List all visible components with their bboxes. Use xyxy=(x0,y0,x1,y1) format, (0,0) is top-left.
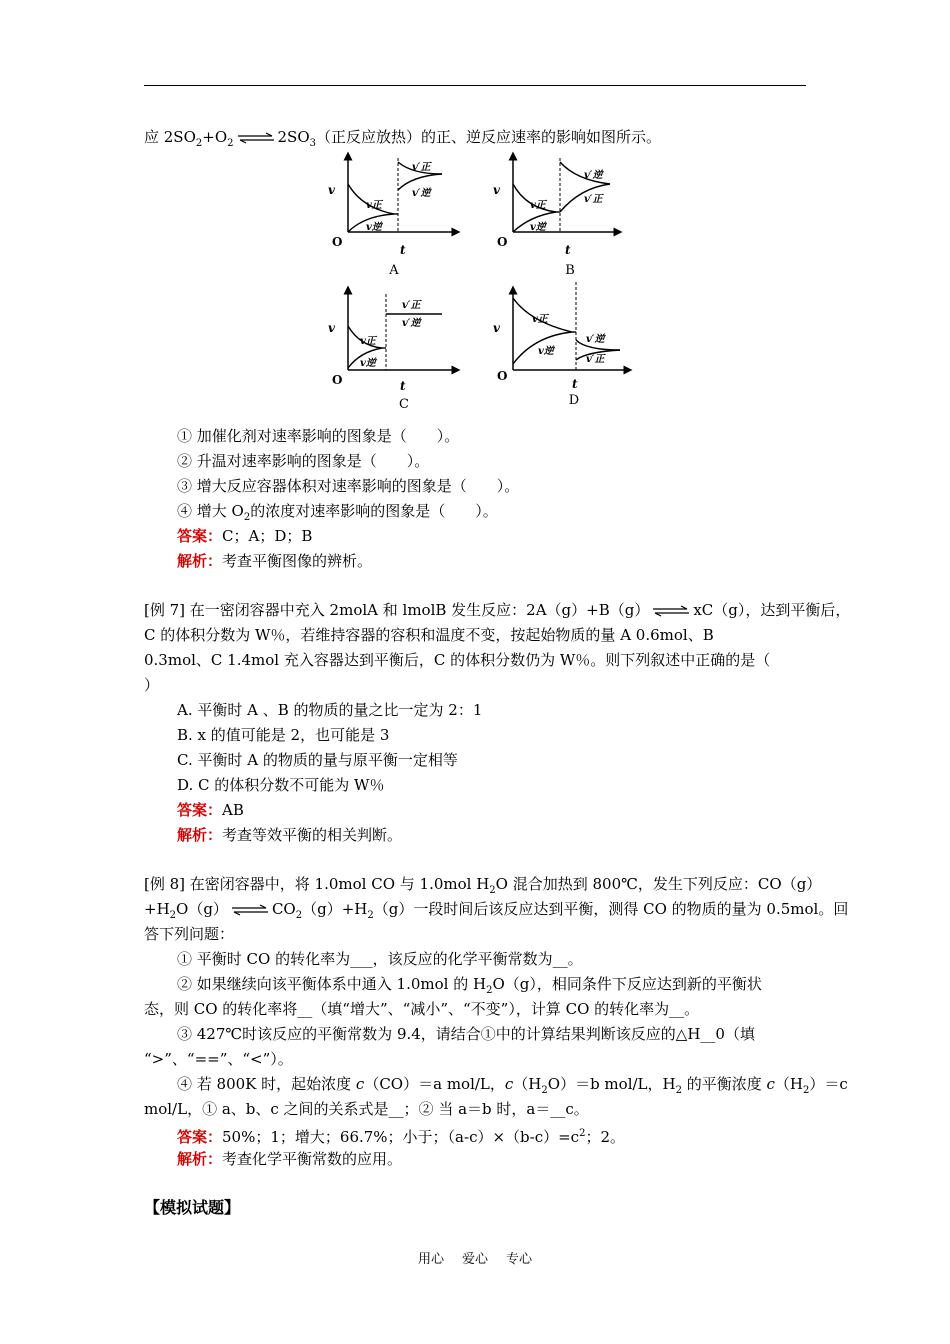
origin-label: O xyxy=(497,369,508,383)
equilibrium-arrow-icon xyxy=(236,132,276,144)
curve-label: v正 xyxy=(530,200,546,211)
question-item: ③ 427℃时该反应的平衡常数为 9.4，请结合①中的计算结果判断该反应的△H__0（填 xyxy=(177,1025,755,1043)
origin-label: O xyxy=(497,235,508,249)
curve-label: v逆 xyxy=(538,346,554,357)
example-8-line: $+H_2O(g)$ $CO_2(g)+H_2(g)$一段时间后该反应达到平衡，测得 CO 的物质的量为 0.5mol。回 xyxy=(144,900,849,921)
question-item: ① 平衡时 CO 的转化率为___，该反应的化学平衡常数为__。 xyxy=(177,950,583,968)
answer-line: 答案：C；A；D；B xyxy=(177,527,313,545)
example-7-line: 0.3mol、C 1.4mol 充入容器达到平衡后，C 的体积分数仍为 W％。则下列叙述中正确的是（ xyxy=(144,651,771,669)
curve-label: v正 xyxy=(366,200,382,211)
curve-label: v正 xyxy=(532,314,548,325)
question-item: 态，则 CO 的转化率将__（填“增大”、“减小”、“不变”），计算 CO 的转化率为__。 xyxy=(144,1000,700,1018)
panel-label: C xyxy=(399,397,409,412)
option-item: B. x 的值可能是 2，也可能是 3 xyxy=(177,726,390,744)
question-item: mol/L，① a、b、c 之间的关系式是__；② 当 a＝b 时，a＝__c。 xyxy=(144,1100,589,1118)
x-axis-label: t xyxy=(565,243,571,257)
x-axis-label: t xyxy=(400,243,406,257)
y-axis-label: v xyxy=(493,183,500,197)
question-item: ② 如果继续向该平衡体系中通入 1.0mol 的 $H_2O(g)$，相同条件下反应达到新的平衡状 xyxy=(177,975,762,996)
panel-label: B xyxy=(565,263,575,278)
curve-label: v′逆 xyxy=(586,334,605,345)
question-item: ④ 若 800K 时，起始浓度 c（CO）＝a mol/L，$c(H_2O)=b$ mol/L，$H_2$ 的平衡浓度 $c(H_2)=c$ xyxy=(177,1075,848,1096)
footer-text: 用心 xyxy=(417,1252,444,1267)
example-7-line: ） xyxy=(144,676,160,694)
curve-label: v正 xyxy=(360,336,376,347)
curve-label: v逆 xyxy=(360,358,376,369)
graph-panel-b xyxy=(493,156,618,278)
y-axis-label: v xyxy=(328,321,335,335)
footer-text: 专心 xyxy=(506,1252,533,1267)
question-item: ④ 增大 $O_2$的浓度对速率影响的图象是（ ）。 xyxy=(177,502,498,523)
curve-label: v逆 xyxy=(530,222,546,233)
curve-label: v′正 xyxy=(412,162,431,173)
analysis-line: 解析：考查平衡图像的辨析。 xyxy=(177,552,373,570)
curve-label: v′逆 xyxy=(584,170,603,181)
option-item: D. C 的体积分数不可能为 W％ xyxy=(177,776,385,794)
x-axis-label: t xyxy=(572,377,578,391)
footer-text: 爱心 xyxy=(461,1252,488,1267)
option-item: C. 平衡时 A 的物质的量与原平衡一定相等 xyxy=(177,751,458,769)
example-7-line: [例 7] 在一密闭容器中充入 2molA 和 lmolB 发生反应：2A（g）+B（g） xC（g），达到平衡后， xyxy=(144,601,851,619)
graph-panel-d xyxy=(493,282,628,408)
question-item: ① 加催化剂对速率影响的图象是（ ）。 xyxy=(177,427,460,445)
example-8-line: 答下列问题： xyxy=(144,925,235,943)
question-item: “>”、“==”、“<”）。 xyxy=(144,1050,293,1068)
origin-label: O xyxy=(332,373,343,387)
x-axis-label: t xyxy=(400,379,406,393)
analysis-line: 解析：考查化学平衡常数的应用。 xyxy=(177,1150,403,1168)
equilibrium-arrow-icon xyxy=(230,904,270,916)
graph-panel-c xyxy=(328,290,456,412)
rate-time-graphs xyxy=(320,150,640,412)
y-axis-label: v xyxy=(493,321,500,335)
y-axis-label: v xyxy=(328,183,335,197)
curve-label: v′正 xyxy=(586,354,605,365)
graph-panel-a xyxy=(328,156,456,278)
origin-label: O xyxy=(332,235,343,249)
question-item: ② 升温对速率影响的图象是（ ）。 xyxy=(177,452,430,470)
curve-label: v′正 xyxy=(584,194,603,205)
option-item: A. 平衡时 A 、B 的物质的量之比一定为 2：1 xyxy=(177,701,483,719)
panel-label: A xyxy=(389,263,399,278)
curve-label: v′逆 xyxy=(402,318,421,329)
analysis-line: 解析：考查等效平衡的相关判断。 xyxy=(177,826,403,844)
example-7-line: C 的体积分数为 W％，若维持容器的容积和温度不变，按起始物质的量 A 0.6mol、B xyxy=(144,626,714,644)
curve-label: v′正 xyxy=(402,300,421,311)
header-rule xyxy=(144,85,806,86)
panel-label: D xyxy=(568,393,580,408)
example-8-line: [例 8] 在密闭容器中，将 1.0mol CO 与 1.0mol $H_2O$ 混合加热到 800℃，发生下列反应：CO（g） xyxy=(144,875,822,896)
answer-line: 答案：50%；1；增大；66.7%；小于；$(a-c)\times(b-c)=c^2$；2。 xyxy=(177,1128,625,1146)
page-footer xyxy=(0,1248,950,1267)
question-item: ③ 增大反应容器体积对速率影响的图象是（ ）。 xyxy=(177,477,520,495)
equilibrium-arrow-icon xyxy=(651,605,691,617)
curve-label: v′逆 xyxy=(412,188,431,199)
answer-line: 答案：AB xyxy=(177,801,244,819)
curve-label: v逆 xyxy=(366,222,382,233)
intro-line: 应 $2SO_2+O_2$ $2SO_3$（正反应放热）的正、逆反应速率的影响如图所示。 xyxy=(144,128,662,149)
section-title: 【模拟试题】 xyxy=(144,1198,241,1217)
